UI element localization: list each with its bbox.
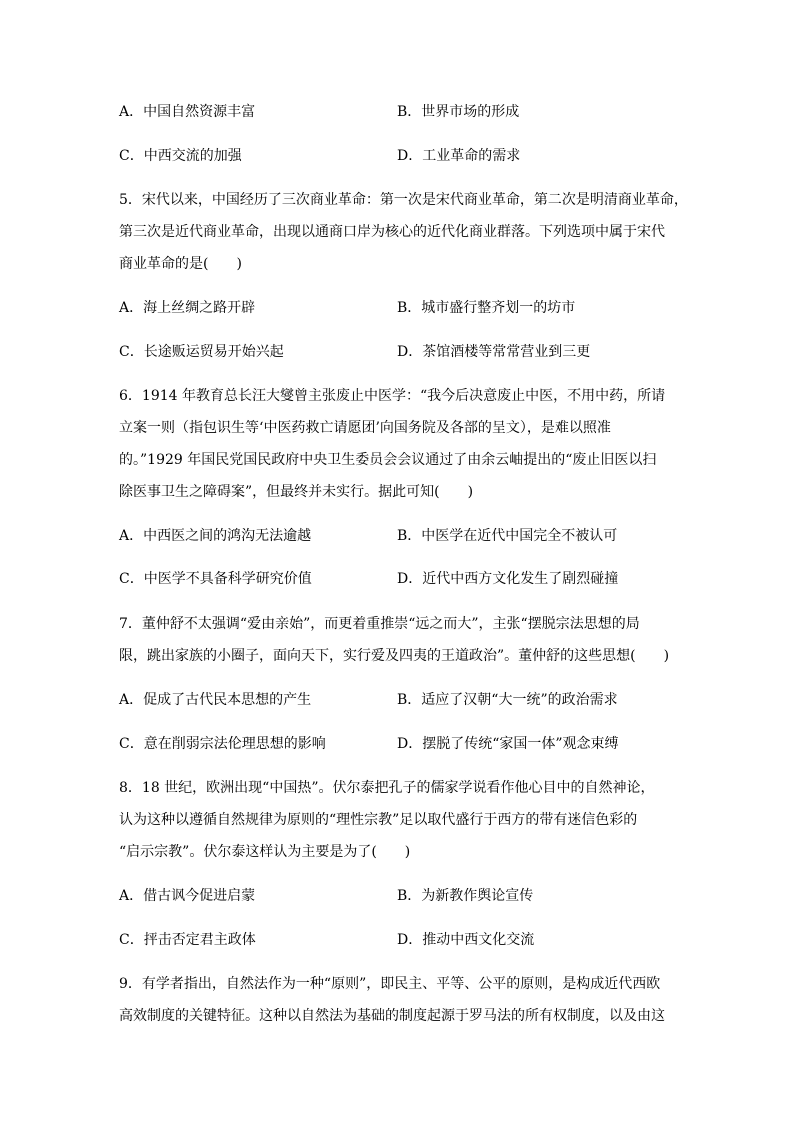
q5-options-row-1	[119, 298, 719, 318]
q6-options-row-1	[119, 526, 719, 546]
q8-option-c[interactable]: C．抨击否定君主政体	[119, 932, 256, 948]
q4-option-d[interactable]: D．工业革命的需求	[397, 148, 521, 164]
q7-option-b[interactable]: B．适应了汉朝“大一统”的政治需求	[397, 692, 618, 708]
q6-option-a[interactable]: A．中西医之间的鸿沟无法逾越	[119, 528, 312, 544]
q5-options-row-2	[119, 342, 719, 362]
q7-option-a[interactable]: A．促成了古代民本思想的产生	[119, 692, 312, 708]
q5-stem-line-3: 商业革命的是( )	[119, 256, 242, 272]
q6-options-row-2	[119, 569, 719, 589]
q5-stem-line-1: 5．宋代以来，中国经历了三次商业革命：第一次是宋代商业革命，第二次是明清商业革命，	[119, 192, 688, 208]
q9-stem-line-1: 9．有学者指出，自然法作为一种“原则”，即民主、平等、公平的原则，是构成近代西欧	[119, 976, 661, 992]
q8-stem-line-1: 8．18 世纪，欧洲出现“中国热”。伏尔泰把孔子的儒家学说看作他心目中的自然神论，	[119, 780, 655, 796]
q5-option-a[interactable]: A．海上丝绸之路开辟	[119, 300, 256, 316]
q7-options-row-2	[119, 734, 719, 754]
q4-option-b[interactable]: B．世界市场的形成	[397, 104, 520, 120]
q4-option-a[interactable]: A．中国自然资源丰富	[119, 104, 256, 120]
q8-options-row-2	[119, 930, 719, 950]
q7-stem-line-2: 限，跳出家族的小圈子，面向天下，实行爱及四夷的王道政治”。董仲舒的这些思想( )	[119, 648, 670, 664]
q4-option-c[interactable]: C．中西交流的加强	[119, 148, 242, 164]
q8-stem-line-2: 认为这种以遵循自然规律为原则的“理性宗教”足以取代盛行于西方的带有迷信色彩的	[119, 812, 638, 828]
q5-option-d[interactable]: D．茶馆酒楼等常常营业到三更	[397, 344, 591, 360]
q5-stem-line-2: 第三次是近代商业革命，出现以通商口岸为核心的近代化商业群落。下列选项中属于宋代	[119, 224, 665, 240]
q5-option-b[interactable]: B．城市盛行整齐划一的坊市	[397, 300, 576, 316]
q6-option-c[interactable]: C．中医学不具备科学研究价值	[119, 571, 312, 587]
q6-stem-line-2: 立案一则（指包识生等‘中医药救亡请愿团’向国务院及各部的呈文），是难以照准	[119, 420, 611, 436]
q8-option-d[interactable]: D．推动中西文化交流	[397, 932, 535, 948]
q7-options-row-1	[119, 690, 719, 710]
q4-options-row-2	[119, 146, 719, 166]
q7-option-c[interactable]: C．意在削弱宗法伦理思想的影响	[119, 736, 326, 752]
q5-option-c[interactable]: C．长途贩运贸易开始兴起	[119, 344, 284, 360]
q7-option-d[interactable]: D．摆脱了传统“家国一体”观念束缚	[397, 736, 619, 752]
q8-option-b[interactable]: B．为新教作舆论宣传	[397, 888, 534, 904]
q6-stem-line-1: 6．1914 年教育总长汪大燮曾主张废止中医学：“我今后决意废止中医，不用中药，所请	[119, 388, 666, 404]
q8-option-a[interactable]: A．借古讽今促进启蒙	[119, 888, 256, 904]
q6-stem-line-4: 除医事卫生之障碍案”，但最终并未实行。据此可知( )	[119, 484, 474, 500]
q8-stem-line-3: “启示宗教”。伏尔泰这样认为主要是为了( )	[119, 844, 411, 860]
q6-stem-line-3: 的。”1929 年国民党国民政府中央卫生委员会会议通过了由余云岫提出的“废止旧医以扫	[119, 452, 657, 468]
q7-stem-line-1: 7．董仲舒不太强调“爱由亲始”，而更着重推崇“远之而大”，主张“摆脱宗法思想的局	[119, 616, 640, 632]
q8-options-row-1	[119, 886, 719, 906]
q9-stem-line-2: 高效制度的关键特征。这种以自然法为基础的制度起源于罗马法的所有权制度，以及由这	[119, 1008, 665, 1024]
q6-option-d[interactable]: D．近代中西方文化发生了剧烈碰撞	[397, 571, 619, 587]
q4-options-row-1	[119, 102, 719, 122]
q6-option-b[interactable]: B．中医学在近代中国完全不被认可	[397, 528, 618, 544]
